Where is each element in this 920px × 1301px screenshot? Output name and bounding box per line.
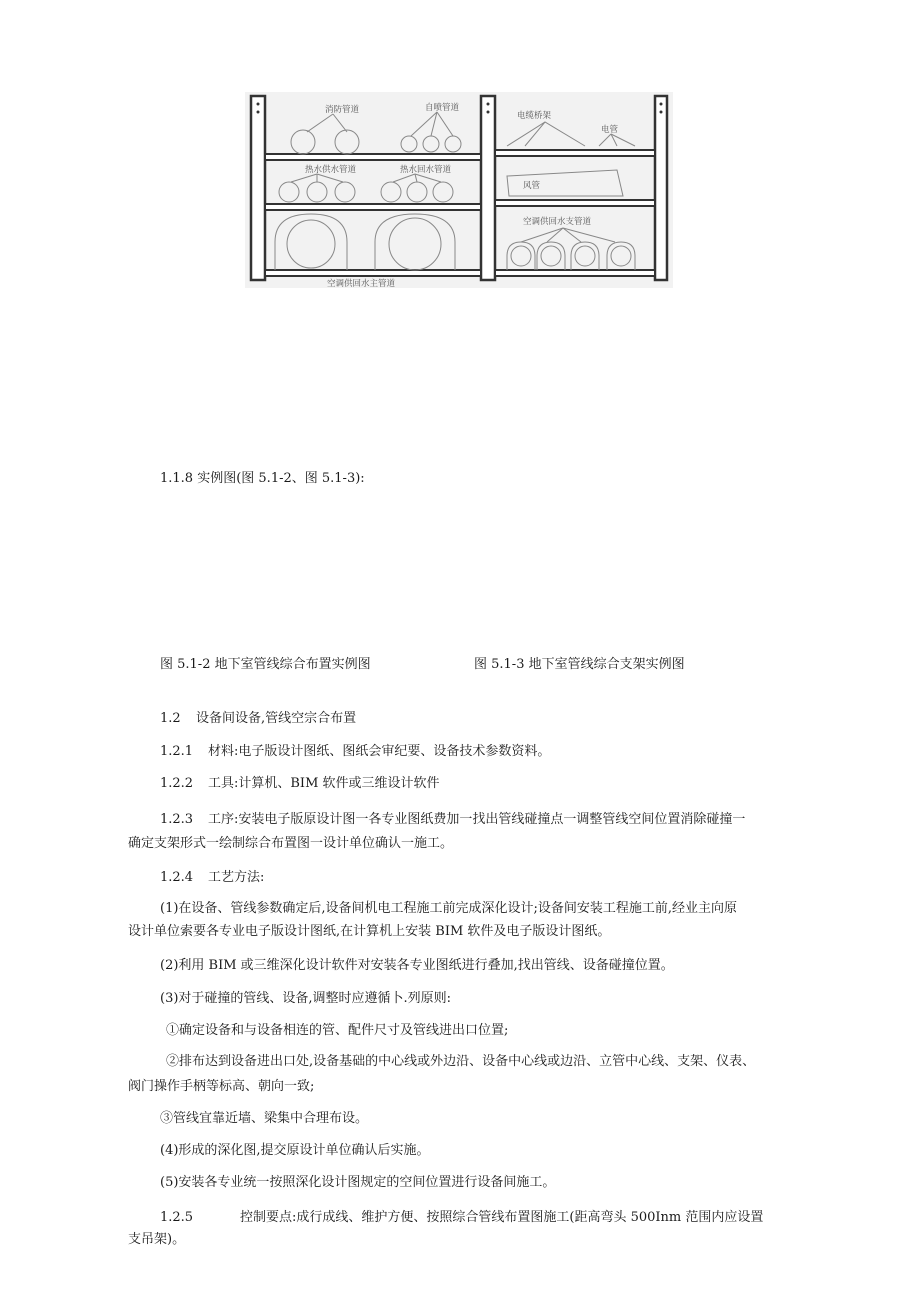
section-text: 材料:电子版设计图纸、图纸会审纪要、设备技术参数资料。 <box>208 744 551 759</box>
paragraph-5: (5)安装各专业统一按照深化设计图规定的空间位置进行设备间施工。 <box>160 1175 556 1190</box>
section-1-2-5 <box>160 1208 763 1228</box>
right-shelf-3 <box>495 270 655 276</box>
pipeline-support-diagram <box>245 92 673 288</box>
label-ac-main: 空调供回水主管道 <box>327 279 396 288</box>
label-sprinkler-pipe: 自喷管道 <box>425 103 460 113</box>
paragraph-1-line1: (1)在设备、管线参数确定后,设备间机电工程施工前完成深化设计;设备间安装工程施工前,经业主向原 <box>160 901 738 916</box>
label-fire-pipe: 消防管道 <box>325 105 360 115</box>
section-1-1-8: 1.1.8 实例图(图 5.1-2、图 5.1-3): <box>160 471 365 486</box>
clause-2-line2: 阀门操作手柄等标高、朝向一致; <box>128 1079 315 1094</box>
right-shelf-2 <box>495 200 655 206</box>
left-shelf-3 <box>265 270 481 276</box>
section-text: 设备间设备,管线空宗合布置 <box>196 711 357 726</box>
right-shelf-1 <box>495 150 655 156</box>
clause-3: ③管线宜靠近墙、梁集中合理布设。 <box>160 1111 369 1126</box>
label-cable-tray: 电缆桥架 <box>517 111 552 121</box>
paragraph-3: (3)对于碰撞的管线、设备,调整时应遵循卜.列原则: <box>160 991 452 1006</box>
label-hot-supply: 热水供水管道 <box>305 165 357 175</box>
section-1-2-2 <box>160 774 440 794</box>
paragraph-4: (4)形成的深化图,提交原设计单位确认后实施。 <box>160 1143 430 1158</box>
middle-post <box>481 96 495 280</box>
section-text: 工具:计算机、BIM 软件或三维设计软件 <box>208 776 440 791</box>
section-text: 控制要点:成行成线、维护方便、按照综合管线布置图施工(距高弯头 500Inm 范围内应设置 <box>240 1210 764 1225</box>
section-1-2-1 <box>160 742 550 762</box>
section-1-2 <box>160 709 356 729</box>
section-number: 1.2 <box>160 711 181 726</box>
clause-2-line1: ②排布达到设备进出口处,设备基础的中心线或外边沿、设备中心线或边沿、立管中心线、支架、仪表、 <box>166 1054 756 1069</box>
section-number: 1.2.5 <box>160 1210 194 1225</box>
clause-1: ①确定设备和与设备相连的管、配件尺寸及管线进出口位置; <box>166 1023 509 1038</box>
section-number: 1.2.3 <box>160 812 194 827</box>
paragraph-1-line2: 设计单位索要各专业电子版设计图纸,在计算机上安装 BIM 软件及电子版设计图纸。 <box>128 924 611 939</box>
section-1-2-3 <box>160 810 745 830</box>
section-text: 工艺方法: <box>208 870 265 885</box>
paragraph-2: (2)利用 BIM 或三维深化设计软件对安装各专业图纸进行叠加,找出管线、设备碰撞位置。 <box>160 958 674 973</box>
label-ac-branch: 空调供回水支管道 <box>523 217 592 227</box>
caption-figure-5-1-2: 图 5.1-2 地下室管线综合布置实例图 <box>160 657 371 672</box>
section-number: 1.2.1 <box>160 744 194 759</box>
section-1-2-3-cont: 确定支架形式一绘制综合布置图一设计单位确认一施工。 <box>128 836 454 851</box>
label-air-duct: 风管 <box>523 181 541 191</box>
section-1-2-4 <box>160 868 264 888</box>
section-text: 工序:安装电子版原设计图一各专业图纸费加一找出管线碰撞点一调整管线空间位置消除碰撞一 <box>208 812 746 827</box>
right-post <box>655 96 667 280</box>
pipeline-support-figure <box>245 92 673 288</box>
left-shelf-2 <box>265 204 481 210</box>
left-post <box>251 96 265 280</box>
left-shelf-1 <box>265 154 481 160</box>
label-hot-return: 热水回水管道 <box>400 165 452 175</box>
caption-figure-5-1-3: 图 5.1-3 地下室管线综合支架实例图 <box>474 657 685 672</box>
section-number: 1.2.2 <box>160 776 194 791</box>
section-1-2-5-cont: 支吊架)。 <box>128 1232 186 1247</box>
section-number: 1.2.4 <box>160 870 194 885</box>
label-conduit: 电管 <box>601 125 619 135</box>
